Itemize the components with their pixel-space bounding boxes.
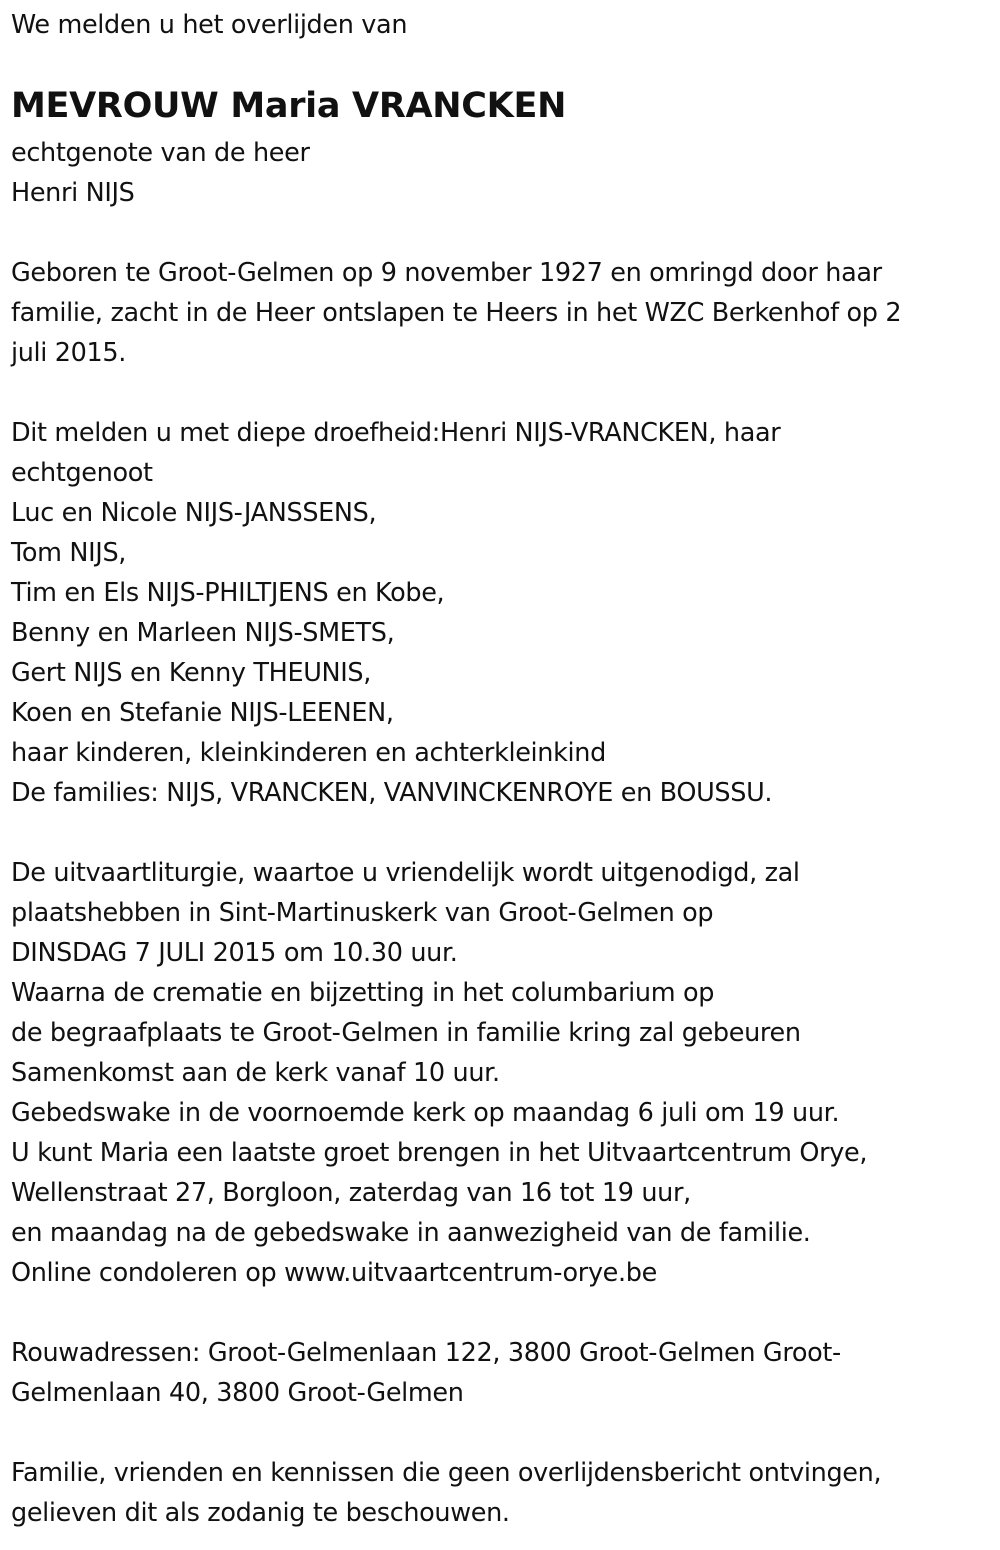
paragraph-line: juli 2015. xyxy=(11,338,127,368)
condolence-website-line: Online condoleren op www.uitvaartcentrum-orye.be xyxy=(11,1258,657,1288)
spouse-name: Henri NIJS xyxy=(11,178,135,208)
funeral-line: Waarna de crematie en bijzetting in het columbarium op xyxy=(11,978,715,1008)
funeral-line: DINSDAG 7 JULI 2015 om 10.30 uur. xyxy=(11,938,458,968)
funeral-line: Wellenstraat 27, Borgloon, zaterdag van 16 tot 19 uur, xyxy=(11,1178,691,1208)
funeral-line: Samenkomst aan de kerk vanaf 10 uur. xyxy=(11,1058,500,1088)
mourner-line: Luc en Nicole NIJS-JANSSENS, xyxy=(11,498,377,528)
mourner-line: Tim en Els NIJS-PHILTJENS en Kobe, xyxy=(11,578,445,608)
mourner-line: Benny en Marleen NIJS-SMETS, xyxy=(11,618,395,648)
mourner-line: haar kinderen, kleinkinderen en achterkleinkind xyxy=(11,738,606,768)
closing-line: Familie, vrienden en kennissen die geen overlijdensbericht ontvingen, xyxy=(11,1458,882,1488)
funeral-line: Gebedswake in de voornoemde kerk op maandag 6 juli om 19 uur. xyxy=(11,1098,840,1128)
closing-line: gelieven dit als zodanig te beschouwen. xyxy=(11,1498,510,1528)
mourner-line: Tom NIJS, xyxy=(11,538,127,568)
mourner-line: echtgenoot xyxy=(11,458,153,488)
mourner-line: Gert NIJS en Kenny THEUNIS, xyxy=(11,658,372,688)
funeral-line: plaatshebben in Sint-Martinuskerk van Groot-Gelmen op xyxy=(11,898,714,928)
funeral-line: U kunt Maria een laatste groet brengen in het Uitvaartcentrum Orye, xyxy=(11,1138,868,1168)
intro-text: We melden u het overlijden van xyxy=(11,10,408,40)
mourner-line: Dit melden u met diepe droefheid:Henri NIJS-VRANCKEN, haar xyxy=(11,418,781,448)
spouse-relation: echtgenote van de heer xyxy=(11,138,310,168)
deceased-name: MEVROUW Maria VRANCKEN xyxy=(11,86,567,126)
funeral-line: De uitvaartliturgie, waartoe u vriendelijk wordt uitgenodigd, zal xyxy=(11,858,800,888)
funeral-line: de begraafplaats te Groot-Gelmen in familie kring zal gebeuren xyxy=(11,1018,801,1048)
paragraph-line: familie, zacht in de Heer ontslapen te Heers in het WZC Berkenhof op 2 xyxy=(11,298,902,328)
mourner-line: Koen en Stefanie NIJS-LEENEN, xyxy=(11,698,394,728)
paragraph-line: Geboren te Groot-Gelmen op 9 november 1927 en omringd door haar xyxy=(11,258,882,288)
address-line: Gelmenlaan 40, 3800 Groot-Gelmen xyxy=(11,1378,464,1408)
mourner-line: De families: NIJS, VRANCKEN, VANVINCKENROYE en BOUSSU. xyxy=(11,778,773,808)
address-line: Rouwadressen: Groot-Gelmenlaan 122, 3800 Groot-Gelmen Groot- xyxy=(11,1338,841,1368)
funeral-line: en maandag na de gebedswake in aanwezigheid van de familie. xyxy=(11,1218,811,1248)
